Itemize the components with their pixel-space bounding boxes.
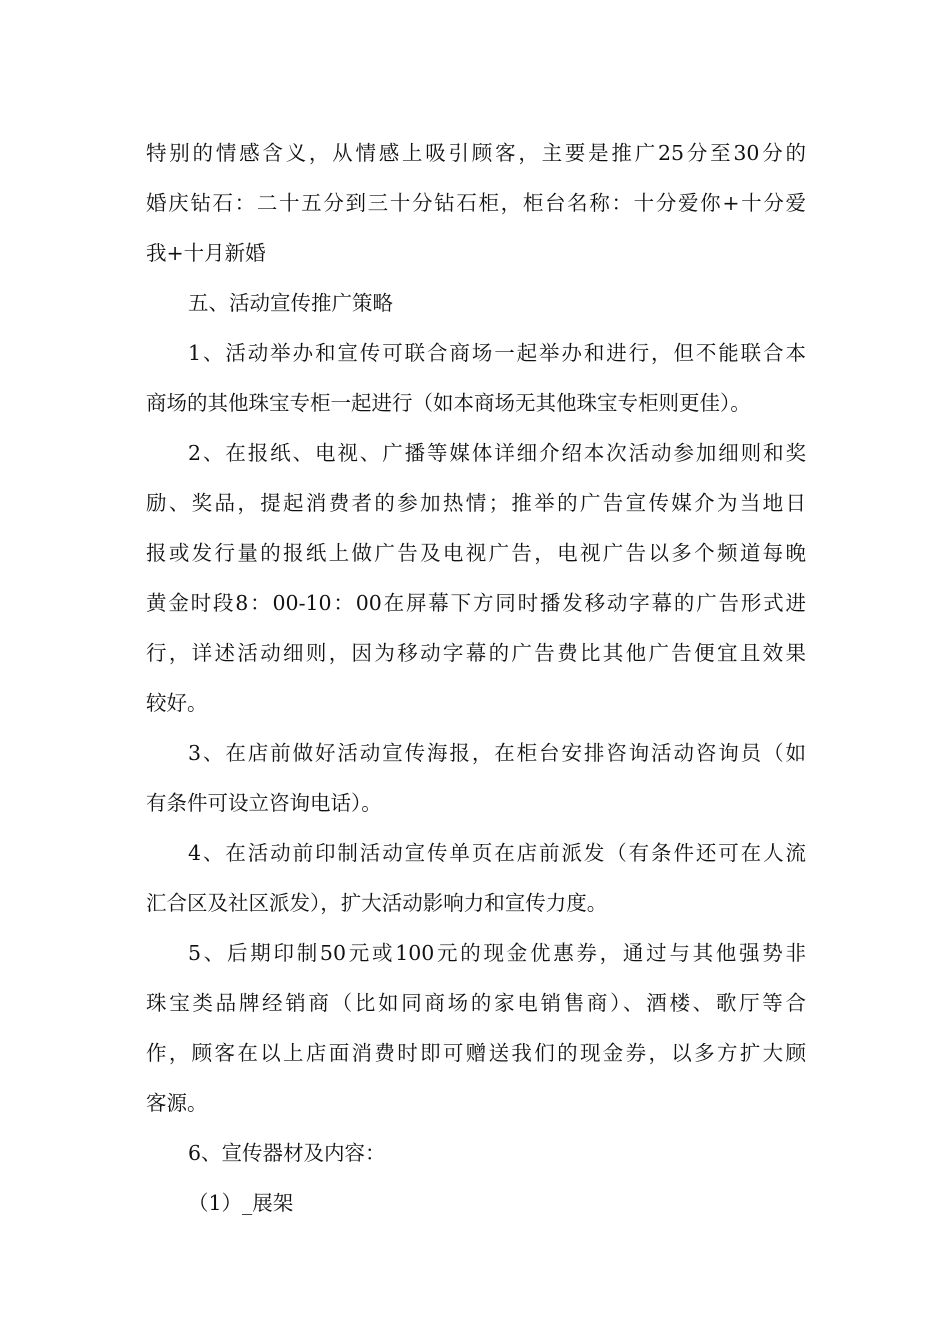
- text-line: 特别的情感含义，从情感上吸引顾客，主要是推广25分至30分的: [146, 141, 806, 165]
- paragraph-subitem-1: [146, 1178, 806, 1228]
- paragraph-item-6: [146, 1128, 806, 1178]
- text-line: 2、在报纸、电视、广播等媒体详细介绍本次活动参加细则和奖: [188, 441, 806, 465]
- text-line: 较好。: [146, 691, 208, 715]
- text-line: 3、在店前做好活动宣传海报，在柜台安排咨询活动咨询员（如: [188, 741, 806, 765]
- text-line: 4、在活动前印制活动宣传单页在店前派发（有条件还可在人流: [188, 841, 806, 865]
- text-line: 客源。: [146, 1091, 208, 1115]
- paragraph-item-3: [146, 728, 806, 828]
- paragraph-continuation: [146, 128, 806, 278]
- text-line: 商场的其他珠宝专柜一起进行（如本商场无其他珠宝专柜则更佳）。: [146, 391, 751, 415]
- document-body: [146, 128, 806, 1228]
- paragraph-item-1: [146, 328, 806, 428]
- text-line: 1、活动举办和宣传可联合商场一起举办和进行，但不能联合本: [188, 341, 806, 365]
- text-line: （1）_展架: [188, 1191, 294, 1215]
- text-line: 5、后期印制50元或100元的现金优惠券，通过与其他强势非: [188, 941, 806, 965]
- text-line: 报或发行量的报纸上做广告及电视广告，电视广告以多个频道每晚: [146, 541, 806, 565]
- text-line: 汇合区及社区派发），扩大活动影响力和宣传力度。: [146, 891, 608, 915]
- text-line: 黄金时段8：00-10：00在屏幕下方同时播发移动字幕的广告形式进: [146, 591, 806, 615]
- text-line: 励、奖品，提起消费者的参加热情；推举的广告宣传媒介为当地日: [146, 491, 806, 515]
- paragraph-item-5: [146, 928, 806, 1128]
- paragraph-item-4: [146, 828, 806, 928]
- text-line: 6、宣传器材及内容：: [188, 1141, 386, 1165]
- text-line: 五、活动宣传推广策略: [188, 291, 393, 315]
- text-line: 珠宝类品牌经销商（比如同商场的家电销售商）、酒楼、歌厅等合: [146, 991, 806, 1015]
- text-line: 我+十月新婚: [146, 241, 266, 265]
- text-line: 婚庆钻石：二十五分到三十分钻石柜，柜台名称：十分爱你+十分爱: [146, 191, 806, 215]
- section-heading: [146, 278, 806, 328]
- text-line: 行，详述活动细则，因为移动字幕的广告费比其他广告便宜且效果: [146, 641, 806, 665]
- paragraph-item-2: [146, 428, 806, 728]
- text-line: 有条件可设立咨询电话）。: [146, 791, 382, 815]
- text-line: 作，顾客在以上店面消费时即可赠送我们的现金券，以多方扩大顾: [146, 1041, 806, 1065]
